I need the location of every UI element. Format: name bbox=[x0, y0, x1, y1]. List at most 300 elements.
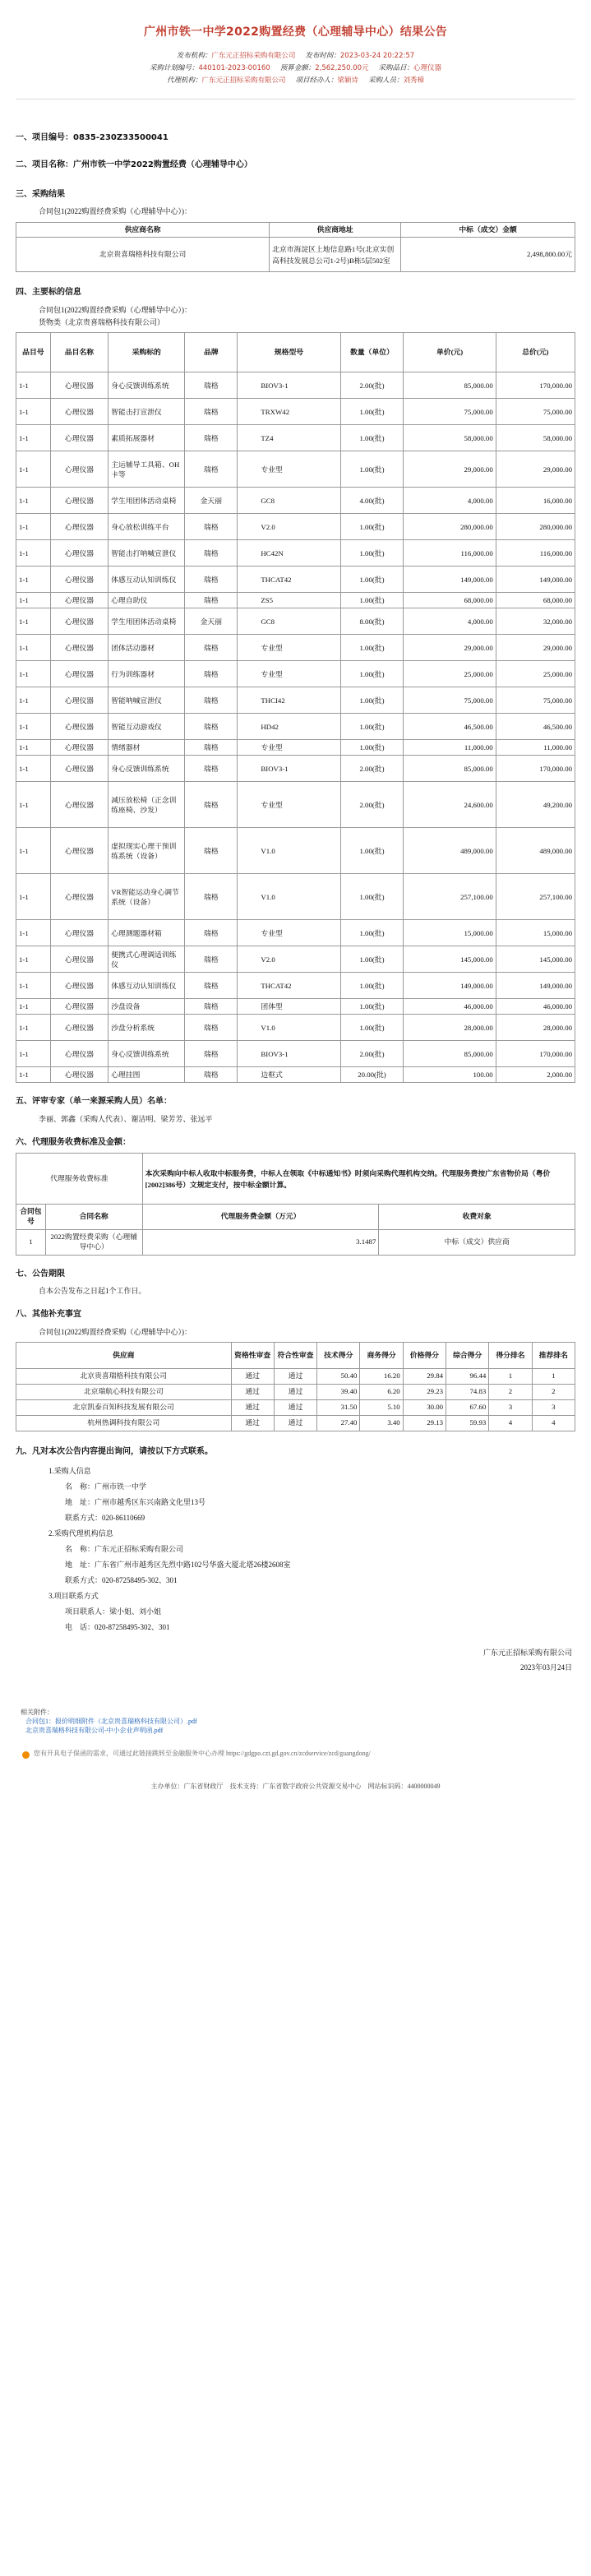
brand: 瑞格 bbox=[185, 828, 238, 874]
item-code: 1-1 bbox=[16, 1015, 51, 1041]
brand: 瑞格 bbox=[185, 946, 238, 973]
brand: 金天丽 bbox=[185, 608, 238, 635]
model: BIOV3-1 bbox=[238, 372, 340, 399]
score-cell: 通过 bbox=[231, 1384, 274, 1399]
table-row bbox=[16, 635, 575, 661]
attachment-link-declaration[interactable]: 北京贵喜瑞格科技有限公司-中小企业声明函.pdf bbox=[25, 1727, 164, 1735]
item-code: 1-1 bbox=[16, 973, 51, 999]
brand: 瑞格 bbox=[185, 973, 238, 999]
model: BIOV3-1 bbox=[238, 1041, 340, 1067]
table-header-cell: 供应商名称 bbox=[16, 222, 270, 238]
quantity: 1.00(批) bbox=[340, 399, 404, 425]
budget: 2,562,250.00元 bbox=[315, 63, 369, 72]
table-row bbox=[16, 399, 575, 425]
item-code: 1-1 bbox=[16, 372, 51, 399]
unit-price: 29,000.00 bbox=[404, 451, 496, 488]
item-name: 心理仪器 bbox=[50, 514, 109, 540]
score-cell: 6.20 bbox=[360, 1384, 403, 1399]
brand: 瑞格 bbox=[185, 372, 238, 399]
brand: 瑞格 bbox=[185, 714, 238, 740]
model: GC8 bbox=[238, 608, 340, 635]
item-code: 1-1 bbox=[16, 1041, 51, 1067]
section-agency-fee: 六、代理服务收费标准及金额： bbox=[16, 1137, 131, 1147]
table-row bbox=[16, 451, 575, 488]
award-amount: 2,498,800.00元 bbox=[401, 238, 575, 272]
table-header-cell: 采购标的 bbox=[109, 333, 185, 372]
quantity: 1.00(批) bbox=[340, 740, 404, 756]
model: THCAT42 bbox=[238, 973, 340, 999]
item-name: 心理仪器 bbox=[50, 687, 109, 714]
quantity: 8.00(批) bbox=[340, 608, 404, 635]
model: 专业型 bbox=[238, 661, 340, 687]
table-row bbox=[16, 1041, 575, 1067]
table-row bbox=[16, 874, 575, 920]
model: 专业型 bbox=[238, 635, 340, 661]
table-header-cell: 供应商地址 bbox=[270, 222, 401, 238]
total-price: 25,000.00 bbox=[496, 661, 575, 687]
unit-price: 257,100.00 bbox=[404, 874, 496, 920]
table-row bbox=[16, 372, 575, 399]
item-code: 1-1 bbox=[16, 514, 51, 540]
score-cell: 29.13 bbox=[403, 1415, 446, 1431]
target: 身心反馈训练系统 bbox=[109, 1041, 185, 1067]
item-code: 1-1 bbox=[16, 488, 51, 514]
guarantee-notice-text[interactable]: 您有开具电子保函的需求，可通过此链接跳转至金融服务中心办理 https://gdgpo.czt.gd.gov.cn/zcdservice/zcd/guangdong/ bbox=[34, 1750, 371, 1758]
table-header-cell: 收费对象 bbox=[379, 1205, 575, 1230]
table-row bbox=[16, 1415, 575, 1431]
item-name: 心理仪器 bbox=[50, 874, 109, 920]
quantity: 2.00(批) bbox=[340, 1041, 404, 1067]
fee-amount: 3.1487 bbox=[142, 1230, 379, 1256]
table-row bbox=[16, 756, 575, 782]
attachments-label: 相关附件： bbox=[21, 1709, 53, 1717]
target: 智能击打呐喊宣泄仪 bbox=[109, 540, 185, 567]
agency-heading: 2.采购代理机构信息 bbox=[48, 1529, 113, 1538]
staff: 刘秀樟 bbox=[403, 76, 425, 85]
brand: 瑞格 bbox=[185, 1041, 238, 1067]
target: 情绪器材 bbox=[109, 740, 185, 756]
item-name: 心理仪器 bbox=[50, 1015, 109, 1041]
item-name: 心理仪器 bbox=[50, 756, 109, 782]
quantity: 1.00(批) bbox=[340, 661, 404, 687]
model: 专业型 bbox=[238, 920, 340, 946]
table-row bbox=[16, 238, 575, 272]
quantity: 2.00(批) bbox=[340, 372, 404, 399]
item-code: 1-1 bbox=[16, 874, 51, 920]
fee-target: 中标（成交）供应商 bbox=[379, 1230, 575, 1256]
item-code: 1-1 bbox=[16, 567, 51, 593]
score-cell: 5.10 bbox=[360, 1399, 403, 1415]
item-code: 1-1 bbox=[16, 1067, 51, 1083]
section-experts: 五、评审专家（单一来源采购人员）名单： bbox=[16, 1097, 172, 1107]
table-header-cell: 综合得分 bbox=[446, 1343, 489, 1369]
quantity: 1.00(批) bbox=[340, 451, 404, 488]
target: 身心放松训练平台 bbox=[109, 514, 185, 540]
table-row bbox=[16, 593, 575, 608]
meta-info: 发布机构：广东元正招标采购有限公司 发布时间：2023-03-24 20:22:57 采购计划编号：440101-2023-00160 预算金额：2,562,250.00元 采购品目：心理仪器 代理机构：广东元正招标采购有限公司 项目经办人：梁颖诗 采购人员：刘秀樟 bbox=[149, 51, 442, 85]
quantity: 1.00(批) bbox=[340, 540, 404, 567]
total-price: 170,000.00 bbox=[496, 756, 575, 782]
quantity: 1.00(批) bbox=[340, 946, 404, 973]
item-code: 1-1 bbox=[16, 593, 51, 608]
total-price: 280,000.00 bbox=[496, 514, 575, 540]
publisher: 广东元正招标采购有限公司 bbox=[211, 51, 296, 60]
plan-number: 440101-2023-00160 bbox=[198, 63, 270, 72]
score-cell: 39.40 bbox=[317, 1384, 360, 1399]
unit-price: 149,000.00 bbox=[404, 973, 496, 999]
item-code: 1-1 bbox=[16, 451, 51, 488]
unit-price: 4,000.00 bbox=[404, 608, 496, 635]
unit-price: 68,000.00 bbox=[404, 593, 496, 608]
total-price: 257,100.00 bbox=[496, 874, 575, 920]
total-price: 489,000.00 bbox=[496, 828, 575, 874]
model: GC8 bbox=[238, 488, 340, 514]
table-row bbox=[16, 661, 575, 687]
quantity: 1.00(批) bbox=[340, 687, 404, 714]
supplier-name: 北京贵喜瑞格科技有限公司 bbox=[16, 238, 270, 272]
target: VR智能运动身心调节系统（设备） bbox=[109, 874, 185, 920]
target: 便携式心理调适训练仪 bbox=[109, 946, 185, 973]
total-price: 75,000.00 bbox=[496, 687, 575, 714]
item-code: 1-1 bbox=[16, 399, 51, 425]
table-header-cell: 规格型号 bbox=[238, 333, 340, 372]
section-notice-period: 七、公告期限 bbox=[16, 1269, 65, 1279]
unit-price: 280,000.00 bbox=[404, 514, 496, 540]
table-row bbox=[16, 540, 575, 567]
total-price: 29,000.00 bbox=[496, 451, 575, 488]
brand: 瑞格 bbox=[185, 399, 238, 425]
brand: 金天丽 bbox=[185, 488, 238, 514]
table-header-cell: 符合性审查 bbox=[274, 1343, 316, 1369]
target: 体感互动认知训练仪 bbox=[109, 567, 185, 593]
table-header-cell: 技术得分 bbox=[317, 1343, 360, 1369]
project-contact-name: 项目联系人：梁小姐、刘小姐 bbox=[65, 1607, 162, 1616]
target: 心理挂图 bbox=[109, 1067, 185, 1083]
supplier-address: 北京市海淀区上地信息路1号(北京实创高科技发展总公司1-2号)B栋5层502室 bbox=[270, 238, 401, 272]
quantity: 1.00(批) bbox=[340, 999, 404, 1015]
model: V2.0 bbox=[238, 946, 340, 973]
unit-price: 46,500.00 bbox=[404, 714, 496, 740]
score-cell: 杭州热调科技有限公司 bbox=[16, 1415, 232, 1431]
quantity: 4.00(批) bbox=[340, 488, 404, 514]
experts-list: 李丽、郭鑫（采购人代表）、谢洁明、梁芳芳、张远平 bbox=[39, 1114, 213, 1123]
table-header-cell: 单价(元) bbox=[404, 333, 496, 372]
table-row bbox=[16, 425, 575, 451]
item-code: 1-1 bbox=[16, 687, 51, 714]
model: BIOV3-1 bbox=[238, 756, 340, 782]
score-cell: 2 bbox=[489, 1384, 532, 1399]
model: 专业型 bbox=[238, 782, 340, 828]
table-header-cell: 中标（成交）金额 bbox=[401, 222, 575, 238]
table-header-cell: 合同包号 bbox=[16, 1205, 46, 1230]
table-row bbox=[16, 567, 575, 593]
item-code: 1-1 bbox=[16, 714, 51, 740]
total-price: 58,000.00 bbox=[496, 425, 575, 451]
table-row bbox=[16, 514, 575, 540]
target: 心理自助仪 bbox=[109, 593, 185, 608]
model: 团体型 bbox=[238, 999, 340, 1015]
item-name: 心理仪器 bbox=[50, 973, 109, 999]
quantity: 1.00(批) bbox=[340, 593, 404, 608]
target: 主运辅导工具箱、OH卡等 bbox=[109, 451, 185, 488]
total-price: 170,000.00 bbox=[496, 372, 575, 399]
table-row bbox=[16, 488, 575, 514]
total-price: 149,000.00 bbox=[496, 567, 575, 593]
table-row bbox=[16, 687, 575, 714]
score-cell: 3 bbox=[532, 1399, 575, 1415]
table-header-cell: 品目名称 bbox=[50, 333, 109, 372]
project-contact-phone: 电 话：020-87258495-302、301 bbox=[65, 1623, 170, 1632]
item-name: 心理仪器 bbox=[50, 946, 109, 973]
score-cell: 74.83 bbox=[446, 1384, 489, 1399]
brand: 瑞格 bbox=[185, 999, 238, 1015]
table-header-cell: 代理服务费金额（万元） bbox=[142, 1205, 379, 1230]
score-cell: 3 bbox=[489, 1399, 532, 1415]
item-name: 心理仪器 bbox=[50, 635, 109, 661]
score-cell: 通过 bbox=[231, 1415, 274, 1431]
total-price: 49,200.00 bbox=[496, 782, 575, 828]
brand: 瑞格 bbox=[185, 514, 238, 540]
target: 心理测题器材箱 bbox=[109, 920, 185, 946]
unit-price: 58,000.00 bbox=[404, 425, 496, 451]
item-name: 心理仪器 bbox=[50, 1041, 109, 1067]
item-code: 1-1 bbox=[16, 828, 51, 874]
table-header-cell: 推荐排名 bbox=[532, 1343, 575, 1369]
unit-price: 149,000.00 bbox=[404, 567, 496, 593]
table-header-cell: 品牌 bbox=[185, 333, 238, 372]
total-price: 116,000.00 bbox=[496, 540, 575, 567]
sign-date: 2023年03月24日 bbox=[519, 1663, 572, 1672]
guarantee-notice bbox=[16, 1750, 575, 1759]
brand: 瑞格 bbox=[185, 1015, 238, 1041]
total-price: 28,000.00 bbox=[496, 1015, 575, 1041]
result-table bbox=[16, 222, 575, 273]
score-cell: 通过 bbox=[274, 1384, 316, 1399]
target: 身心反馈训练系统 bbox=[109, 756, 185, 782]
score-cell: 北京瑞航心科技有限公司 bbox=[16, 1384, 232, 1399]
buyer-address: 地 址：广州市越秀区东兴南路文化里13号 bbox=[65, 1498, 206, 1507]
item-name: 心理仪器 bbox=[50, 714, 109, 740]
total-price: 2,000.00 bbox=[496, 1067, 575, 1083]
agency-name: 名 称：广东元正招标采购有限公司 bbox=[65, 1545, 184, 1554]
score-cell: 4 bbox=[532, 1415, 575, 1431]
quantity: 1.00(批) bbox=[340, 874, 404, 920]
total-price: 32,000.00 bbox=[496, 608, 575, 635]
item-name: 心理仪器 bbox=[50, 399, 109, 425]
brand: 瑞格 bbox=[185, 756, 238, 782]
quantity: 20.00(批) bbox=[340, 1067, 404, 1083]
table-header-cell: 资格性审查 bbox=[231, 1343, 274, 1369]
notice-period-text: 自本公告发布之日起1个工作日。 bbox=[39, 1287, 146, 1296]
unit-price: 24,600.00 bbox=[404, 782, 496, 828]
item-name: 心理仪器 bbox=[50, 425, 109, 451]
target: 行为训练器材 bbox=[109, 661, 185, 687]
section-contact: 九、凡对本次公告内容提出询问，请按以下方式联系。 bbox=[16, 1446, 213, 1456]
site-footer: 主办单位：广东省财政厅 技术支持：广东省数字政府公共资源交易中心 网站标识码：4400000049 bbox=[150, 1783, 441, 1791]
score-cell: 59.93 bbox=[446, 1415, 489, 1431]
unit-price: 85,000.00 bbox=[404, 1041, 496, 1067]
item-name: 心理仪器 bbox=[50, 1067, 109, 1083]
item-code: 1-1 bbox=[16, 920, 51, 946]
score-cell: 27.40 bbox=[317, 1415, 360, 1431]
model: ZS5 bbox=[238, 593, 340, 608]
score-cell: 16.20 bbox=[360, 1369, 403, 1385]
model: V2.0 bbox=[238, 514, 340, 540]
unit-price: 145,000.00 bbox=[404, 946, 496, 973]
unit-price: 11,000.00 bbox=[404, 740, 496, 756]
item-code: 1-1 bbox=[16, 946, 51, 973]
total-price: 46,000.00 bbox=[496, 999, 575, 1015]
model: TZ4 bbox=[238, 425, 340, 451]
item-name: 心理仪器 bbox=[50, 372, 109, 399]
unit-price: 4,000.00 bbox=[404, 488, 496, 514]
target: 素质拓展器材 bbox=[109, 425, 185, 451]
total-price: 15,000.00 bbox=[496, 920, 575, 946]
target: 沙盘分析系统 bbox=[109, 1015, 185, 1041]
brand: 瑞格 bbox=[185, 687, 238, 714]
brand: 瑞格 bbox=[185, 425, 238, 451]
quantity: 1.00(批) bbox=[340, 828, 404, 874]
target: 虚拟现实心理干预训练系统（设备） bbox=[109, 828, 185, 874]
score-cell: 29.23 bbox=[403, 1384, 446, 1399]
item-name: 心理仪器 bbox=[50, 999, 109, 1015]
score-cell: 通过 bbox=[274, 1369, 316, 1385]
brand: 瑞格 bbox=[185, 920, 238, 946]
item-name: 心理仪器 bbox=[50, 920, 109, 946]
table-row bbox=[16, 1369, 575, 1385]
unit-price: 75,000.00 bbox=[404, 687, 496, 714]
info-icon bbox=[22, 1751, 30, 1759]
total-price: 75,000.00 bbox=[496, 399, 575, 425]
section-other: 八、其他补充事宜 bbox=[16, 1310, 81, 1320]
page-title: 广州市铁一中学2022购置经费（心理辅导中心）结果公告 bbox=[143, 25, 448, 39]
model: THCAT42 bbox=[238, 567, 340, 593]
table-row bbox=[16, 973, 575, 999]
item-code: 1-1 bbox=[16, 635, 51, 661]
score-table bbox=[16, 1342, 575, 1431]
unit-price: 75,000.00 bbox=[404, 399, 496, 425]
table-row bbox=[16, 782, 575, 828]
table-row bbox=[16, 608, 575, 635]
model: HC42N bbox=[238, 540, 340, 567]
unit-price: 116,000.00 bbox=[404, 540, 496, 567]
brand: 瑞格 bbox=[185, 451, 238, 488]
items-table bbox=[16, 332, 575, 1083]
contract-name: 2022购置经费采购（心理辅导中心） bbox=[45, 1230, 142, 1256]
publish-time: 2023-03-24 20:22:57 bbox=[339, 51, 415, 60]
table-row bbox=[16, 714, 575, 740]
item-code: 1-1 bbox=[16, 756, 51, 782]
total-price: 11,000.00 bbox=[496, 740, 575, 756]
brand: 瑞格 bbox=[185, 740, 238, 756]
section-result: 三、采购结果 bbox=[16, 189, 65, 199]
contract-number: 1 bbox=[16, 1230, 46, 1256]
quantity: 1.00(批) bbox=[340, 635, 404, 661]
score-cell: 通过 bbox=[274, 1399, 316, 1415]
model: 专业型 bbox=[238, 451, 340, 488]
item-name: 心理仪器 bbox=[50, 608, 109, 635]
table-row bbox=[16, 1399, 575, 1415]
target: 团体活动器材 bbox=[109, 635, 185, 661]
score-cell: 北京贵喜瑞格科技有限公司 bbox=[16, 1369, 232, 1385]
score-cell: 1 bbox=[532, 1369, 575, 1385]
contact-block bbox=[16, 1464, 575, 1635]
table-header-cell: 品目号 bbox=[16, 333, 51, 372]
table-row bbox=[16, 740, 575, 756]
total-price: 68,000.00 bbox=[496, 593, 575, 608]
table-header-cell: 数量（单位） bbox=[340, 333, 404, 372]
brand: 瑞格 bbox=[185, 567, 238, 593]
table-row bbox=[16, 1015, 575, 1041]
item-name: 心理仪器 bbox=[50, 567, 109, 593]
brand: 瑞格 bbox=[185, 1067, 238, 1083]
agency-address: 地 址：广东省广州市越秀区先烈中路102号华盛大厦北塔26楼2608室 bbox=[65, 1561, 291, 1570]
brand: 瑞格 bbox=[185, 540, 238, 567]
manager: 梁颖诗 bbox=[337, 76, 359, 85]
purchase-item: 心理仪器 bbox=[413, 63, 442, 72]
item-code: 1-1 bbox=[16, 608, 51, 635]
total-price: 29,000.00 bbox=[496, 635, 575, 661]
brand: 瑞格 bbox=[185, 661, 238, 687]
quantity: 2.00(批) bbox=[340, 782, 404, 828]
agency: 广东元正招标采购有限公司 bbox=[201, 76, 286, 85]
total-price: 145,000.00 bbox=[496, 946, 575, 973]
item-code: 1-1 bbox=[16, 999, 51, 1015]
table-row bbox=[16, 1384, 575, 1399]
quantity: 1.00(批) bbox=[340, 920, 404, 946]
target: 学生用团体活动桌椅 bbox=[109, 608, 185, 635]
score-cell: 通过 bbox=[231, 1369, 274, 1385]
quantity: 1.00(批) bbox=[340, 567, 404, 593]
target: 沙盘设备 bbox=[109, 999, 185, 1015]
package-label: 合同包1(2022购置经费采购（心理辅导中心）)： bbox=[39, 305, 192, 314]
table-row bbox=[16, 1067, 575, 1083]
score-cell: 北京凯泰百知科技发展有限公司 bbox=[16, 1399, 232, 1415]
item-name: 心理仪器 bbox=[50, 828, 109, 874]
table-header-cell: 商务得分 bbox=[360, 1343, 403, 1369]
table-header-cell: 供应商 bbox=[16, 1343, 232, 1369]
buyer-phone: 联系方式：020-86110669 bbox=[65, 1514, 145, 1523]
item-name: 心理仪器 bbox=[50, 782, 109, 828]
total-price: 149,000.00 bbox=[496, 973, 575, 999]
score-cell: 4 bbox=[489, 1415, 532, 1431]
score-cell: 2 bbox=[532, 1384, 575, 1399]
quantity: 1.00(批) bbox=[340, 425, 404, 451]
section-main-items: 四、主要标的信息 bbox=[16, 288, 81, 298]
goods-category: 货物类（北京贵喜瑞格科技有限公司） bbox=[39, 318, 165, 327]
total-price: 170,000.00 bbox=[496, 1041, 575, 1067]
total-price: 16,000.00 bbox=[496, 488, 575, 514]
unit-price: 25,000.00 bbox=[404, 661, 496, 687]
table-row bbox=[16, 1230, 575, 1256]
model: V1.0 bbox=[238, 874, 340, 920]
score-cell: 3.40 bbox=[360, 1415, 403, 1431]
score-cell: 通过 bbox=[231, 1399, 274, 1415]
target: 智能呐喊宣泄仪 bbox=[109, 687, 185, 714]
item-name: 心理仪器 bbox=[50, 661, 109, 687]
unit-price: 15,000.00 bbox=[404, 920, 496, 946]
quantity: 1.00(批) bbox=[340, 714, 404, 740]
item-name: 心理仪器 bbox=[50, 593, 109, 608]
signature bbox=[16, 1645, 575, 1675]
target: 减压放松椅（正念训练座椅、沙发） bbox=[109, 782, 185, 828]
section-project-name: 二、项目名称：广州市铁一中学2022购置经费（心理辅导中心） bbox=[16, 160, 252, 170]
score-cell: 67.60 bbox=[446, 1399, 489, 1415]
item-code: 1-1 bbox=[16, 425, 51, 451]
item-name: 心理仪器 bbox=[50, 740, 109, 756]
brand: 瑞格 bbox=[185, 874, 238, 920]
attachment-link-quote[interactable]: 合同包1：报价明细附件（北京贵喜瑞格科技有限公司）.pdf bbox=[25, 1718, 197, 1726]
